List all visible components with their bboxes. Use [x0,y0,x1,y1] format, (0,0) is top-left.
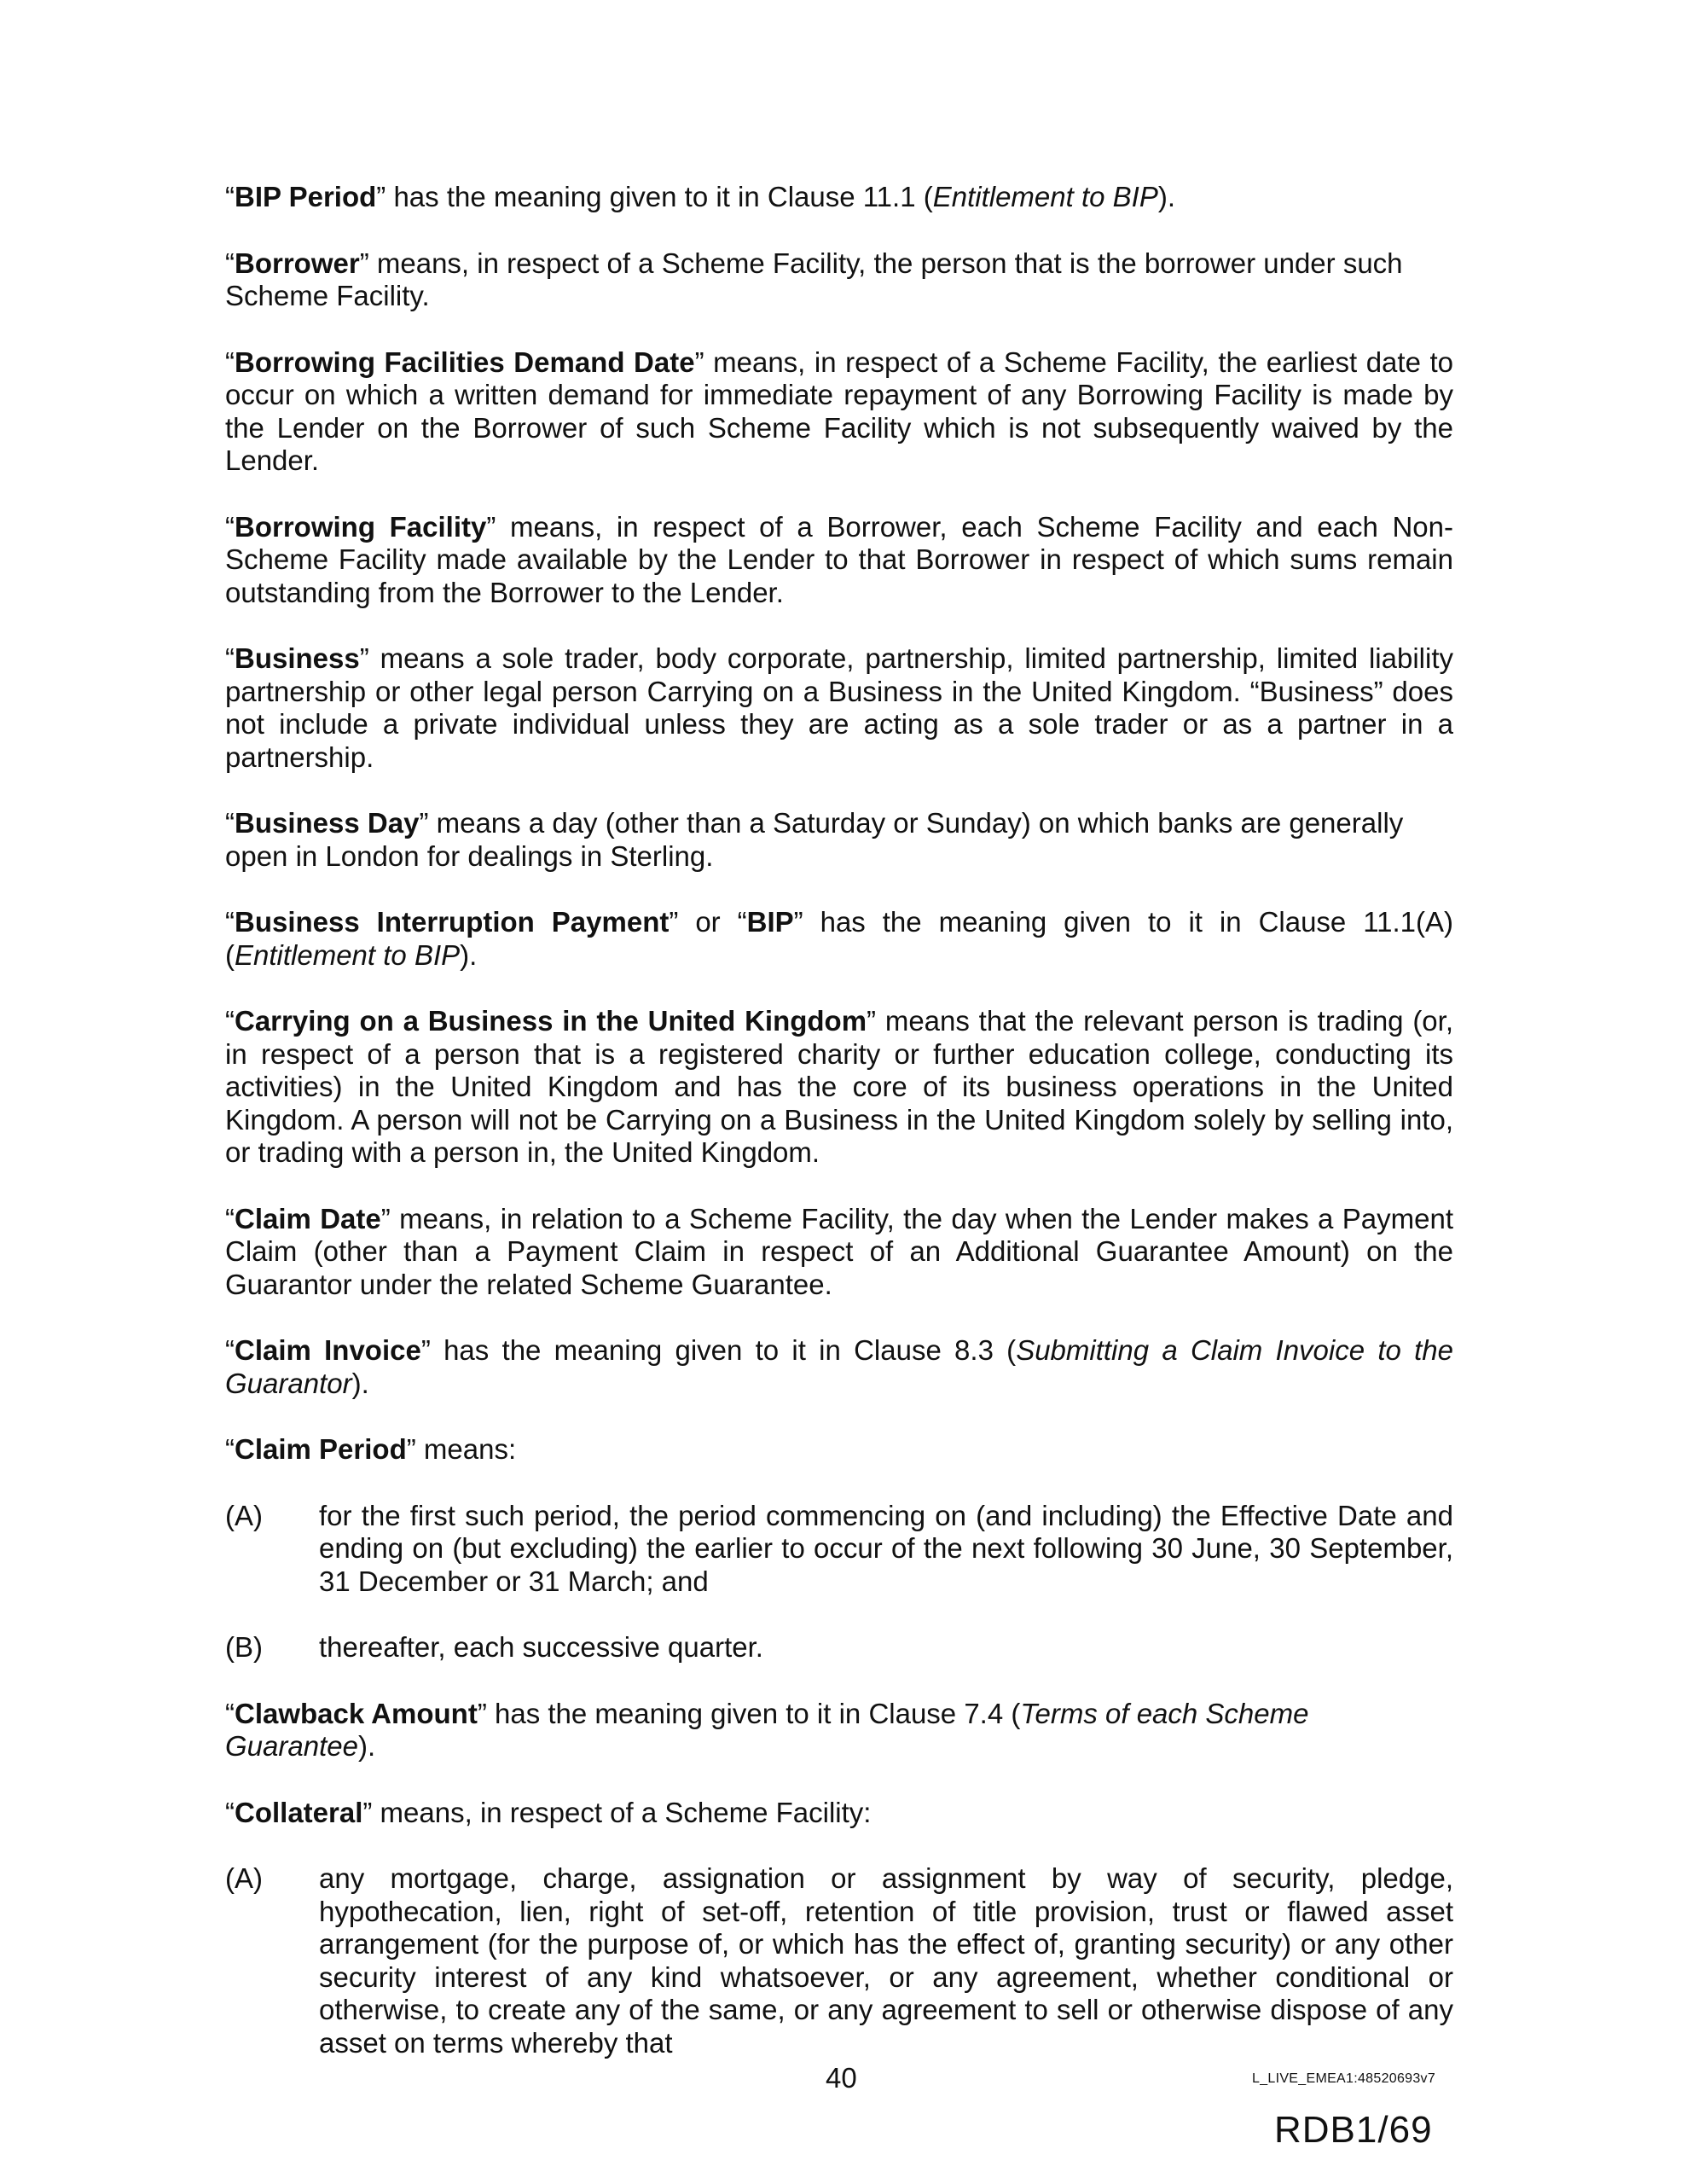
definition-collateral: “Collateral” means, in respect of a Scheme Facility: [225,1796,872,1828]
document-body [225,181,1453,2093]
defined-term: Business [235,642,360,674]
defined-term: Business Day [235,807,420,839]
defined-term: Borrowing Facility [235,510,487,543]
defined-term: Clawback Amount [235,1697,478,1729]
list-item [225,1631,1453,1664]
defined-term: Claim Period [235,1433,407,1465]
defined-term: Borrower [235,247,360,279]
definition-claim-date: “Claim Date” means, in relation to a Scheme Facility, the day when the Lender makes a Payment Claim (other than a Payment Claim in respect of an Additional Guarantee Amount) on the Guarantor under the related Scheme Guarantee. [225,1202,1454,1300]
list-item-text: any mortgage, charge, assignation or assignment by way of security, pledge, hypothecation, lien, right of set-off, retention of title provision, trust or flawed asset arrangement (for the purpose of, or which has the effect of, granting security) or any other security interest of any kind whatsoever, or any agreement, whether conditional or otherwise, to create any of the same, or any agreement to sell or otherwise dispose of any asset on terms whereby that [319,1862,1453,2059]
definition-borrowing-facilities-demand-date: “Borrowing Facilities Demand Date” means, in respect of a Scheme Facility, the earliest date to occur on which a written demand for immediate repayment of any Borrowing Facility is made by the Lender on the Borrower of such Scheme Facility which is not subsequently waived by the Lender. [225,346,1453,476]
definition-borrower: “Borrower” means, in respect of a Scheme Facility, the person that is the borrower under such Scheme Facility. [225,247,1403,311]
list-item [225,1862,1453,2059]
defined-term: Collateral [235,1796,363,1828]
definition-bip-period: “BIP Period” has the meaning given to it in Clause 11.1 (Entitlement to BIP). [225,181,1176,212]
bundle-stamp: RDB1/69 [1274,2109,1433,2151]
definition-clawback-amount: “Clawback Amount” has the meaning given to it in Clause 7.4 (Terms of each Scheme Guarantee). [225,1697,1309,1762]
defined-term: Business Interruption Payment [235,906,670,938]
definition-carrying-on-a-business: “Carrying on a Business in the United Kingdom” means that the relevant person is trading (or, in respect of a person that is a registered charity or further education college, conducting its activities) in the United Kingdom and has the core of its business operations in the United Kingdom. A person will not be Carrying on a Business in the United Kingdom solely by selling into, or trading with a person in, the United Kingdom. [225,1005,1453,1168]
defined-term: Carrying on a Business in the United Kingdom [235,1005,867,1037]
list-item-label: (A) [225,1499,263,1531]
list-item-label: (B) [225,1631,263,1663]
list-item-label: (A) [225,1862,263,1894]
list-item-text: thereafter, each successive quarter. [319,1631,763,1663]
defined-term: Claim Date [235,1202,381,1234]
defined-term: BIP [746,906,794,938]
document-reference: L_LIVE_EMEA1:48520693v7 [1252,2071,1436,2086]
defined-term: Borrowing Facilities Demand Date [235,346,695,378]
page-number: 40 [826,2062,857,2094]
definition-business: “Business” means a sole trader, body corporate, partnership, limited partnership, limited liability partnership or other legal person Carrying on a Business in the United Kingdom. “Business” does not include a private individual unless they are acting as a sole trader or as a partner in a partnership. [225,642,1453,773]
definition-claim-period: “Claim Period” means: [225,1433,517,1465]
definition-business-day: “Business Day” means a day (other than a Saturday or Sunday) on which banks are generally open in London for dealings in Sterling. [225,807,1404,872]
list-item [225,1500,1453,1599]
defined-term: BIP Period [235,181,377,212]
list-item-text: for the first such period, the period commencing on (and including) the Effective Date and ending on (but excluding) the earlier to occur of the next following 30 June, 30 September, 31 December or 31 March; and [319,1499,1453,1597]
definition-borrowing-facility: “Borrowing Facility” means, in respect of a Borrower, each Scheme Facility and each Non-Scheme Facility made available by the Lender to that Borrower in respect of which sums remain outstanding from the Borrower to the Lender. [225,510,1453,608]
definition-business-interruption-payment: “Business Interruption Payment” or “BIP” has the meaning given to it in Clause 11.1(A) (Entitlement to BIP). [225,906,1454,971]
defined-term: Claim Invoice [235,1334,421,1366]
definition-claim-invoice: “Claim Invoice” has the meaning given to it in Clause 8.3 (Submitting a Claim Invoice to the Guarantor). [225,1334,1453,1399]
